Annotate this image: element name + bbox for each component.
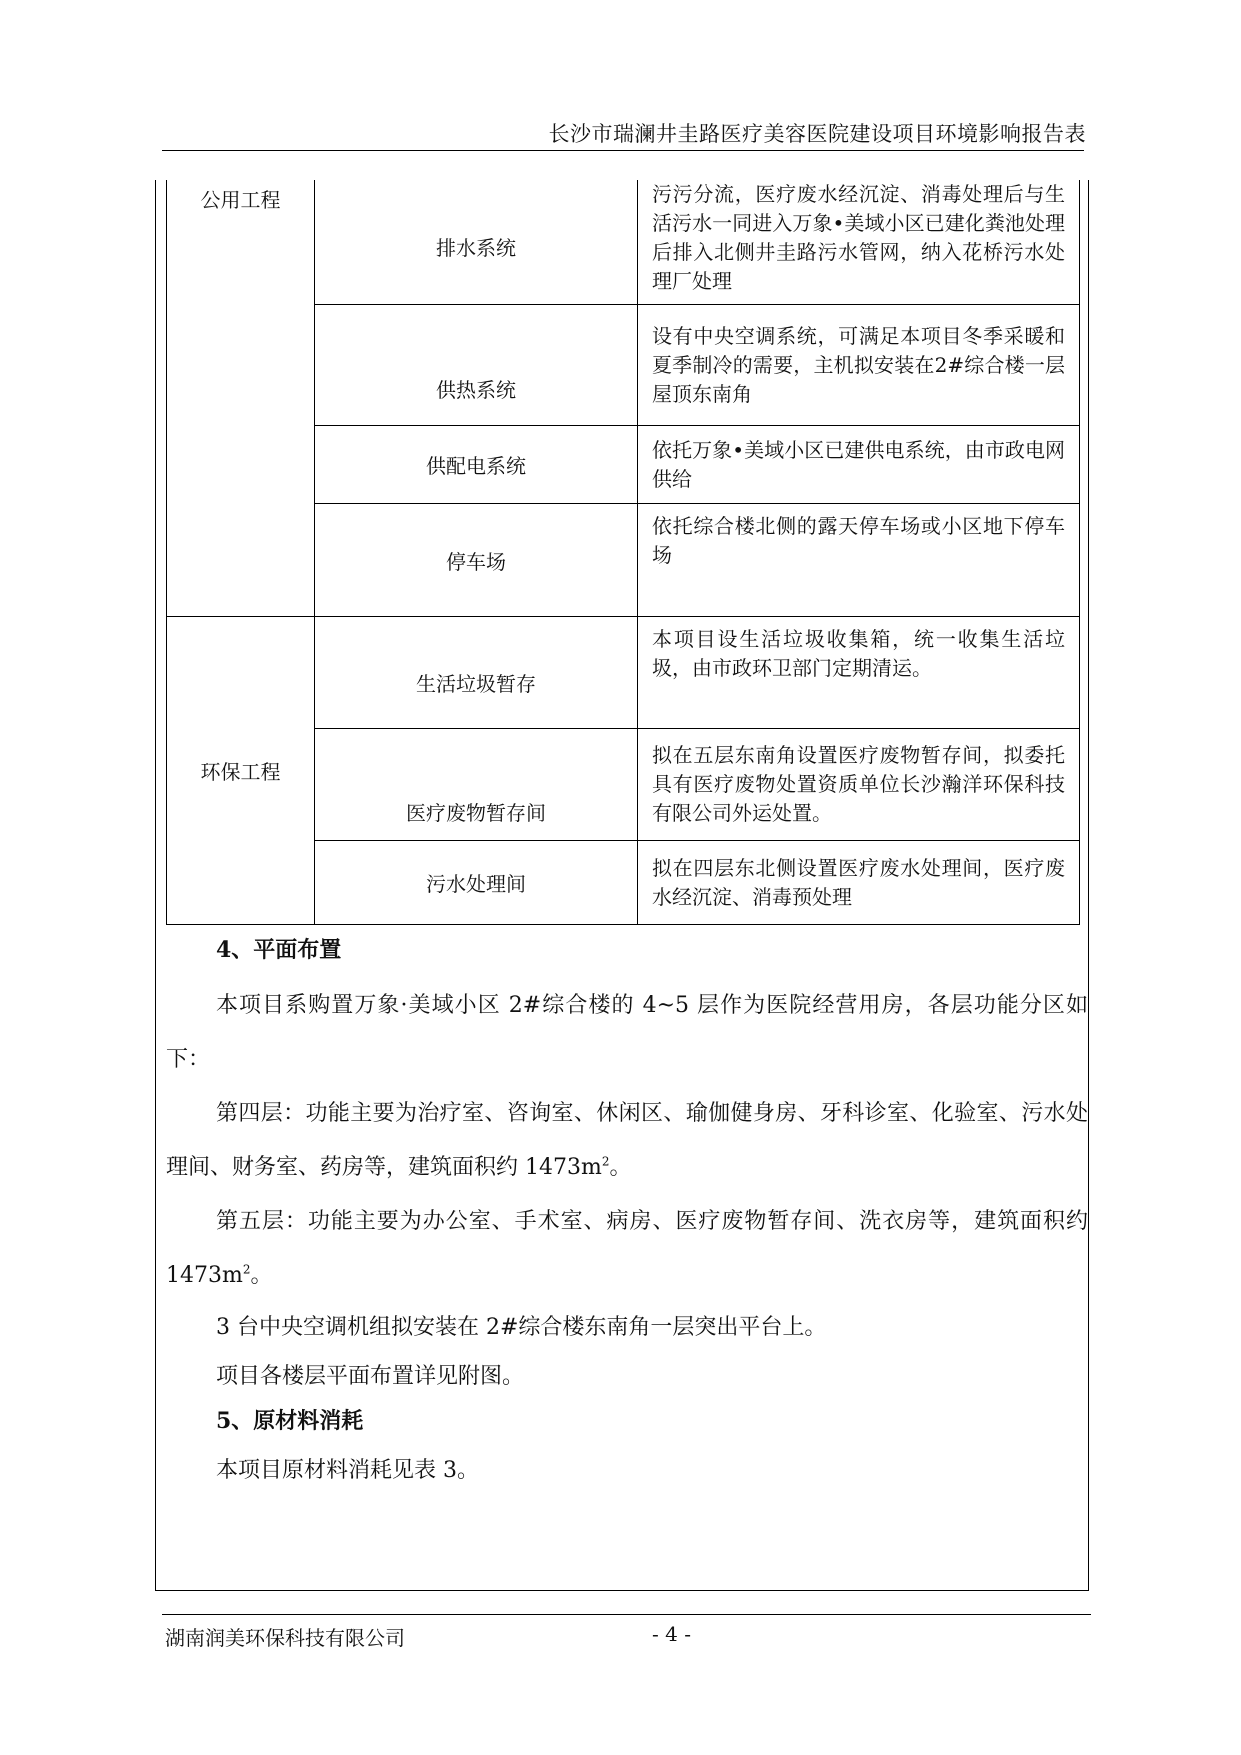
category-label: 公用工程 (200, 188, 281, 212)
category-public-works (167, 180, 315, 617)
item-name: 医疗废物暂存间 (315, 729, 638, 841)
footer-company: 湖南润美环保科技有限公司 (165, 1626, 405, 1650)
section-5-text: 本项目原材料消耗见表 3。 (216, 1458, 479, 1483)
engineering-table (166, 180, 1080, 925)
section-5-heading: 5、原材料消耗 (216, 1408, 364, 1434)
item-description: 设有中央空调系统，可满足本项目冬季采暖和夏季制冷的需要，主机拟安装在2#综合楼一层屋顶东南角 (638, 305, 1080, 426)
category-label: 环保工程 (200, 760, 281, 784)
page-number: - 4 - (652, 1622, 691, 1646)
floor-5-description: 第五层：功能主要为办公室、手术室、病房、医疗废物暂存间、洗衣房等，建筑面积约 $1473m^2$。 (166, 1209, 1088, 1288)
item-description: 本项目设生活垃圾收集箱，统一收集生活垃圾，由市政环卫部门定期清运。 (638, 617, 1080, 729)
item-description: 依托万象•美域小区已建供电系统，由市政电网供给 (638, 426, 1080, 504)
item-name: 污水处理间 (315, 841, 638, 925)
table-row (167, 617, 1080, 729)
footer-divider (162, 1614, 1091, 1615)
item-name: 生活垃圾暂存 (315, 617, 638, 729)
header-divider (162, 150, 1084, 151)
floor-plan-reference: 项目各楼层平面布置详见附图。 (216, 1364, 525, 1389)
item-description: 拟在四层东北侧设置医疗废水处理间，医疗废水经沉淀、消毒预处理 (638, 841, 1080, 925)
category-environmental-works (167, 617, 315, 925)
item-name: 排水系统 (315, 180, 638, 305)
section-4-heading: 4、平面布置 (216, 937, 342, 963)
section-4-intro: 本项目系购置万象·美域小区 2#综合楼的 4~5 层作为医院经营用房，各层功能分区如下： (166, 993, 1088, 1072)
item-name: 停车场 (315, 504, 638, 617)
item-name: 供热系统 (315, 305, 638, 426)
body-content (166, 930, 1088, 1495)
table-row (167, 180, 1080, 305)
item-description: 依托综合楼北侧的露天停车场或小区地下停车场 (638, 504, 1080, 617)
report-title: 长沙市瑞澜井圭路医疗美容医院建设项目环境影响报告表 (548, 122, 1086, 146)
floor-4-description: 第四层：功能主要为治疗室、咨询室、休闲区、瑜伽健身房、牙科诊室、化验室、污水处理间、财务室、药房等，建筑面积约 $1473m^2$。 (166, 1101, 1088, 1180)
item-description: 拟在五层东南角设置医疗废物暂存间，拟委托具有医疗废物处置资质单位长沙瀚洋环保科技有限公司外运处置。 (638, 729, 1080, 841)
item-name: 供配电系统 (315, 426, 638, 504)
item-description: 污污分流，医疗废水经沉淀、消毒处理后与生活污水一同进入万象•美域小区已建化粪池处理后排入北侧井圭路污水管网，纳入花桥污水处理厂处理 (638, 180, 1080, 305)
aircon-description: 3 台中央空调机组拟安装在 2#综合楼东南角一层突出平台上。 (216, 1315, 827, 1340)
